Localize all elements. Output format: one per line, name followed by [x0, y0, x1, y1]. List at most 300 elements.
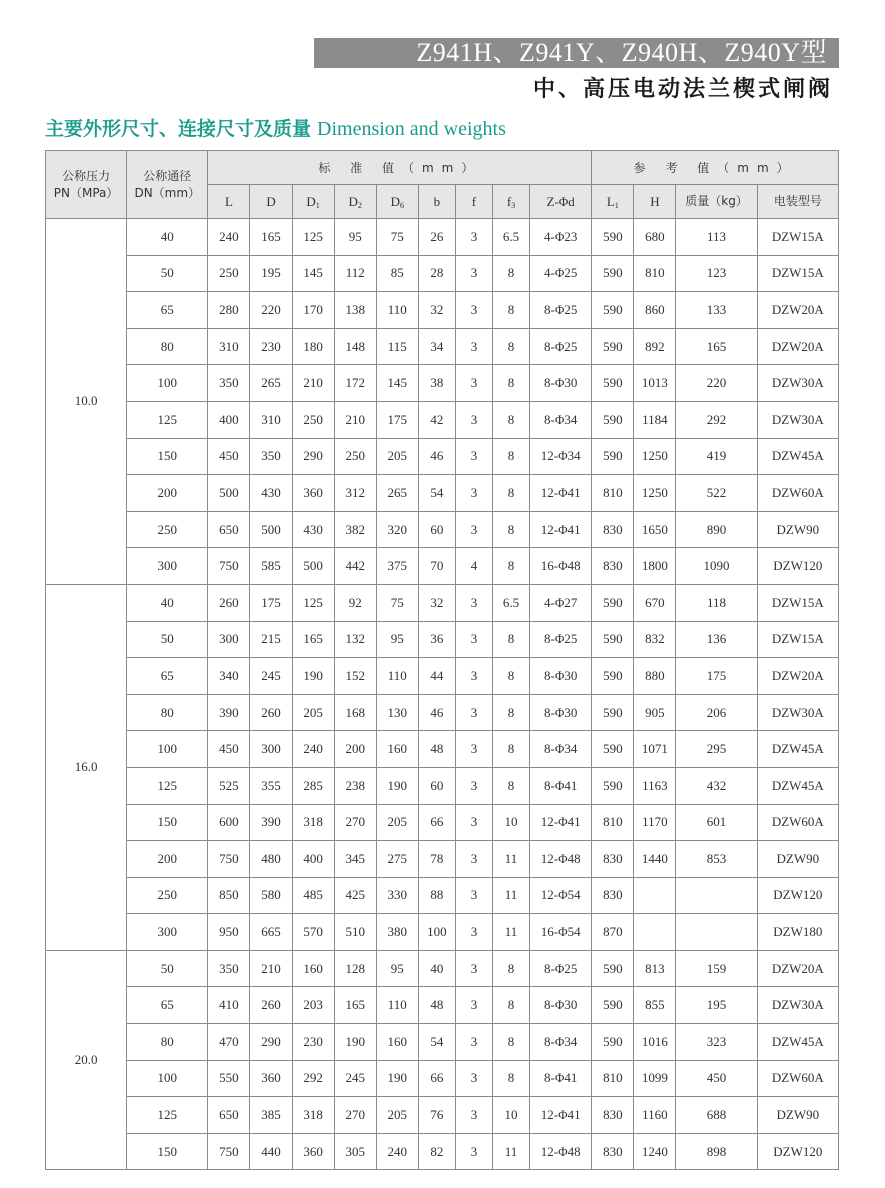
table-cell: DZW15A	[757, 621, 838, 658]
table-cell: 8-Φ41	[530, 1060, 592, 1097]
table-cell: 12-Φ48	[530, 1133, 592, 1170]
table-row	[46, 767, 839, 804]
table-cell: 150	[127, 1133, 208, 1170]
table-row	[46, 438, 839, 475]
table-cell: 60	[418, 511, 455, 548]
table-cell: 40	[418, 950, 455, 987]
table-cell: 750	[208, 548, 250, 585]
table-cell: DZW90	[757, 511, 838, 548]
table-cell	[634, 877, 676, 914]
table-cell: 318	[292, 1097, 334, 1134]
table-cell: DZW45A	[757, 438, 838, 475]
table-cell: 50	[127, 621, 208, 658]
table-cell: 350	[208, 950, 250, 987]
table-cell: 205	[292, 694, 334, 731]
table-cell: 810	[592, 1060, 634, 1097]
table-cell: 165	[676, 328, 757, 365]
table-cell: 1071	[634, 731, 676, 768]
table-cell: 8	[493, 987, 530, 1024]
table-cell: 11	[493, 877, 530, 914]
table-cell: 65	[127, 292, 208, 329]
table-cell: 3	[455, 328, 492, 365]
table-cell	[676, 877, 757, 914]
table-cell: 590	[592, 987, 634, 1024]
table-cell: 165	[250, 219, 292, 256]
table-cell: 3	[455, 658, 492, 695]
table-cell: 132	[334, 621, 376, 658]
table-row	[46, 1060, 839, 1097]
table-cell: 136	[676, 621, 757, 658]
table-cell: 410	[208, 987, 250, 1024]
table-cell: 168	[334, 694, 376, 731]
table-cell: 8	[493, 621, 530, 658]
table-cell: 8-Φ25	[530, 621, 592, 658]
table-cell: 8	[493, 548, 530, 585]
table-cell: 3	[455, 987, 492, 1024]
table-cell: 12-Φ34	[530, 438, 592, 475]
table-cell: 54	[418, 1024, 455, 1061]
table-row	[46, 365, 839, 402]
table-cell: 1013	[634, 365, 676, 402]
table-cell: 360	[250, 1060, 292, 1097]
col-D1	[292, 185, 334, 219]
table-cell: 8	[493, 475, 530, 512]
table-cell: 210	[250, 950, 292, 987]
table-cell: 300	[127, 914, 208, 951]
table-cell: 350	[208, 365, 250, 402]
table-cell: 112	[334, 255, 376, 292]
table-cell: DZW45A	[757, 731, 838, 768]
col-D2-main: D	[348, 193, 358, 209]
table-cell: 230	[250, 328, 292, 365]
table-cell: DZW45A	[757, 767, 838, 804]
table-cell: 270	[334, 804, 376, 841]
model-title: Z941H、Z941Y、Z940H、Z940Y型	[416, 38, 827, 67]
table-cell: 485	[292, 877, 334, 914]
table-cell: 76	[418, 1097, 455, 1134]
header-reference-values: 参 考 值（mm）	[592, 151, 839, 185]
table-cell: DZW15A	[757, 584, 838, 621]
table-cell: 95	[376, 621, 418, 658]
table-cell: 1240	[634, 1133, 676, 1170]
table-cell: 650	[208, 511, 250, 548]
table-cell: 80	[127, 1024, 208, 1061]
table-cell: 265	[250, 365, 292, 402]
table-row	[46, 658, 839, 695]
table-cell: 1099	[634, 1060, 676, 1097]
table-cell: 1160	[634, 1097, 676, 1134]
table-cell: 355	[250, 767, 292, 804]
table-cell: 360	[292, 1133, 334, 1170]
table-cell: 172	[334, 365, 376, 402]
table-cell: 206	[676, 694, 757, 731]
table-cell: 830	[592, 841, 634, 878]
table-cell: 380	[376, 914, 418, 951]
col-L1	[592, 185, 634, 219]
table-row	[46, 292, 839, 329]
table-cell: 8	[493, 365, 530, 402]
table-cell: 375	[376, 548, 418, 585]
table-cell: 12-Φ41	[530, 1097, 592, 1134]
table-cell: 1170	[634, 804, 676, 841]
table-cell: 100	[418, 914, 455, 951]
table-cell: 245	[250, 658, 292, 695]
table-cell: 113	[676, 219, 757, 256]
table-cell: DZW30A	[757, 694, 838, 731]
table-cell: 6.5	[493, 219, 530, 256]
table-cell: 8-Φ25	[530, 950, 592, 987]
table-cell: 8	[493, 438, 530, 475]
table-cell: 10	[493, 804, 530, 841]
table-cell: 350	[250, 438, 292, 475]
table-cell: 8	[493, 511, 530, 548]
table-cell: 40	[127, 584, 208, 621]
table-cell: 3	[455, 767, 492, 804]
table-cell: 46	[418, 694, 455, 731]
table-cell: 12-Φ54	[530, 877, 592, 914]
table-cell: 400	[208, 401, 250, 438]
table-cell: 270	[334, 1097, 376, 1134]
header-dn-unit: DN（mm）	[134, 185, 201, 200]
table-cell: 8-Φ34	[530, 401, 592, 438]
table-cell: 12-Φ41	[530, 804, 592, 841]
table-cell: 205	[376, 1097, 418, 1134]
table-row	[46, 475, 839, 512]
table-cell: 80	[127, 694, 208, 731]
table-cell: 75	[376, 219, 418, 256]
table-cell: 430	[250, 475, 292, 512]
table-row	[46, 1097, 839, 1134]
table-cell: 3	[455, 804, 492, 841]
table-cell: 590	[592, 694, 634, 731]
table-cell: 290	[292, 438, 334, 475]
table-cell: 8	[493, 292, 530, 329]
table-cell: 3	[455, 1060, 492, 1097]
table-cell: 66	[418, 1060, 455, 1097]
table-cell: 3	[455, 401, 492, 438]
table-cell: 500	[292, 548, 334, 585]
table-cell: 260	[250, 987, 292, 1024]
table-cell: 8	[493, 1060, 530, 1097]
table-cell: 8-Φ30	[530, 658, 592, 695]
table-row	[46, 987, 839, 1024]
table-cell: 152	[334, 658, 376, 695]
table-cell: 570	[292, 914, 334, 951]
table-cell: 8-Φ34	[530, 1024, 592, 1061]
table-cell: 220	[676, 365, 757, 402]
table-cell: 450	[676, 1060, 757, 1097]
table-row	[46, 548, 839, 585]
table-cell: 148	[334, 328, 376, 365]
table-cell: 125	[127, 1097, 208, 1134]
table-cell: DZW20A	[757, 658, 838, 695]
table-cell: 1800	[634, 548, 676, 585]
table-cell: 688	[676, 1097, 757, 1134]
table-cell: 312	[334, 475, 376, 512]
table-cell: 8	[493, 694, 530, 731]
table-cell: 3	[455, 914, 492, 951]
table-cell: 95	[376, 950, 418, 987]
table-cell: 240	[292, 731, 334, 768]
section-heading	[45, 114, 506, 141]
table-cell: 830	[592, 511, 634, 548]
table-cell: 830	[592, 1097, 634, 1134]
table-cell: 130	[376, 694, 418, 731]
table-cell: 10	[493, 1097, 530, 1134]
table-cell: 92	[334, 584, 376, 621]
table-cell: 1250	[634, 438, 676, 475]
table-cell: 400	[292, 841, 334, 878]
col-D6-sub: 6	[399, 200, 404, 210]
table-cell: 42	[418, 401, 455, 438]
table-cell: 100	[127, 1060, 208, 1097]
table-cell: 810	[592, 475, 634, 512]
table-cell: 855	[634, 987, 676, 1024]
table-cell: 28	[418, 255, 455, 292]
table-cell: 230	[292, 1024, 334, 1061]
table-cell: 590	[592, 950, 634, 987]
table-cell: 160	[292, 950, 334, 987]
table-cell: 203	[292, 987, 334, 1024]
table-cell: 66	[418, 804, 455, 841]
table-cell: 26	[418, 219, 455, 256]
table-cell: 6.5	[493, 584, 530, 621]
table-cell: 432	[676, 767, 757, 804]
table-cell: 60	[418, 767, 455, 804]
col-f3-sub: 3	[511, 200, 516, 210]
table-cell: 510	[334, 914, 376, 951]
col-D: D	[250, 185, 292, 219]
table-cell: 32	[418, 292, 455, 329]
table-cell: 195	[676, 987, 757, 1024]
table-cell: 898	[676, 1133, 757, 1170]
table-cell: 110	[376, 987, 418, 1024]
section-title-zh: 主要外形尺寸、连接尺寸及质量	[45, 118, 312, 140]
table-cell: DZW120	[757, 1133, 838, 1170]
table-cell: 190	[334, 1024, 376, 1061]
table-cell: 38	[418, 365, 455, 402]
table-cell: 419	[676, 438, 757, 475]
table-cell: 205	[376, 438, 418, 475]
table-cell: 500	[208, 475, 250, 512]
table-cell: DZW180	[757, 914, 838, 951]
table-cell: 46	[418, 438, 455, 475]
table-cell: 220	[250, 292, 292, 329]
table-cell: DZW90	[757, 1097, 838, 1134]
table-cell: 125	[127, 401, 208, 438]
table-cell: 590	[592, 365, 634, 402]
table-cell: DZW120	[757, 877, 838, 914]
table-cell: 480	[250, 841, 292, 878]
table-cell: 3	[455, 292, 492, 329]
table-cell: 500	[250, 511, 292, 548]
model-title-bar	[314, 38, 839, 68]
table-cell: 4-Φ27	[530, 584, 592, 621]
table-cell: 11	[493, 914, 530, 951]
table-cell: 870	[592, 914, 634, 951]
table-cell: 1016	[634, 1024, 676, 1061]
table-cell: 8-Φ25	[530, 292, 592, 329]
table-cell: 100	[127, 365, 208, 402]
table-cell: 590	[592, 292, 634, 329]
table-cell: 590	[592, 621, 634, 658]
table-cell: 318	[292, 804, 334, 841]
header-standard-values: 标 准 值（mm）	[208, 151, 592, 185]
table-cell: 3	[455, 475, 492, 512]
header-dn-label: 公称通径	[143, 168, 192, 183]
col-H: H	[634, 185, 676, 219]
col-mass: 质量（kg）	[676, 185, 757, 219]
table-cell: 145	[376, 365, 418, 402]
table-cell: 3	[455, 365, 492, 402]
table-cell: 813	[634, 950, 676, 987]
table-cell: 3	[455, 841, 492, 878]
table-cell: 78	[418, 841, 455, 878]
table-cell: 305	[334, 1133, 376, 1170]
table-cell: 310	[250, 401, 292, 438]
table-cell: 590	[592, 438, 634, 475]
table-cell: 892	[634, 328, 676, 365]
table-cell: 85	[376, 255, 418, 292]
table-row	[46, 1133, 839, 1170]
table-cell: 600	[208, 804, 250, 841]
table-cell: 450	[208, 438, 250, 475]
table-cell: 48	[418, 731, 455, 768]
table-cell: 590	[592, 731, 634, 768]
table-cell: 190	[376, 767, 418, 804]
table-cell: 905	[634, 694, 676, 731]
table-cell: 8	[493, 255, 530, 292]
col-L1-main: L	[606, 193, 615, 209]
table-cell: 522	[676, 475, 757, 512]
table-cell: 1090	[676, 548, 757, 585]
header-dn	[127, 151, 208, 219]
table-row	[46, 511, 839, 548]
table-row	[46, 804, 839, 841]
table-cell: 340	[208, 658, 250, 695]
table-cell: 3	[455, 731, 492, 768]
table-cell: 16-Φ54	[530, 914, 592, 951]
pn-cell: 10.0	[46, 219, 127, 585]
table-cell: 590	[592, 255, 634, 292]
table-cell: 590	[592, 584, 634, 621]
table-cell: 8	[493, 731, 530, 768]
table-row	[46, 219, 839, 256]
table-cell: DZW45A	[757, 1024, 838, 1061]
table-row	[46, 841, 839, 878]
table-cell: 3	[455, 1097, 492, 1134]
table-cell: 3	[455, 877, 492, 914]
table-cell: 280	[208, 292, 250, 329]
table-cell: DZW60A	[757, 1060, 838, 1097]
table-cell: 590	[592, 767, 634, 804]
table-row	[46, 328, 839, 365]
table-cell: DZW20A	[757, 292, 838, 329]
table-cell: 8-Φ30	[530, 365, 592, 402]
table-cell: 238	[334, 767, 376, 804]
table-cell: DZW20A	[757, 328, 838, 365]
col-D1-main: D	[306, 193, 316, 209]
table-cell	[634, 914, 676, 951]
table-cell: 830	[592, 548, 634, 585]
table-cell: 3	[455, 219, 492, 256]
table-cell: 210	[292, 365, 334, 402]
table-cell: 590	[592, 328, 634, 365]
table-cell: 4-Φ25	[530, 255, 592, 292]
table-cell: 3	[455, 621, 492, 658]
table-cell: 650	[208, 1097, 250, 1134]
table-cell: DZW120	[757, 548, 838, 585]
table-cell: 175	[676, 658, 757, 695]
table-cell: 430	[292, 511, 334, 548]
table-cell: 190	[292, 658, 334, 695]
table-row	[46, 584, 839, 621]
table-cell: 260	[250, 694, 292, 731]
table-cell: 170	[292, 292, 334, 329]
table-cell: 250	[127, 511, 208, 548]
table-cell: 195	[250, 255, 292, 292]
table-cell: 110	[376, 658, 418, 695]
table-cell: 11	[493, 1133, 530, 1170]
table-cell: 950	[208, 914, 250, 951]
col-D2-sub: 2	[357, 200, 362, 210]
table-cell: 292	[292, 1060, 334, 1097]
table-cell: 115	[376, 328, 418, 365]
table-cell: DZW60A	[757, 804, 838, 841]
table-cell: 590	[592, 658, 634, 695]
table-cell: 200	[127, 841, 208, 878]
table-cell: 125	[127, 767, 208, 804]
table-cell	[676, 914, 757, 951]
table-cell: 8	[493, 401, 530, 438]
table-cell: 3	[455, 438, 492, 475]
table-cell: 118	[676, 584, 757, 621]
table-cell: 200	[127, 475, 208, 512]
table-cell: 145	[292, 255, 334, 292]
table-cell: 4-Φ23	[530, 219, 592, 256]
table-cell: 160	[376, 731, 418, 768]
table-cell: 16-Φ48	[530, 548, 592, 585]
col-actuator: 电装型号	[757, 185, 838, 219]
table-cell: DZW30A	[757, 401, 838, 438]
col-f3-main: f	[506, 193, 512, 209]
table-cell: 180	[292, 328, 334, 365]
table-cell: 880	[634, 658, 676, 695]
table-cell: 80	[127, 328, 208, 365]
table-cell: 138	[334, 292, 376, 329]
table-cell: 40	[127, 219, 208, 256]
col-D2	[334, 185, 376, 219]
table-cell: 75	[376, 584, 418, 621]
table-cell: 525	[208, 767, 250, 804]
table-cell: 36	[418, 621, 455, 658]
table-cell: 1250	[634, 475, 676, 512]
pn-cell: 16.0	[46, 584, 127, 950]
table-cell: 680	[634, 219, 676, 256]
table-cell: 585	[250, 548, 292, 585]
table-cell: DZW90	[757, 841, 838, 878]
col-L1-sub: 1	[614, 200, 619, 210]
table-row	[46, 950, 839, 987]
table-cell: 210	[334, 401, 376, 438]
table-cell: 125	[292, 219, 334, 256]
table-cell: 590	[592, 1024, 634, 1061]
table-cell: 601	[676, 804, 757, 841]
table-cell: 450	[208, 731, 250, 768]
table-cell: 330	[376, 877, 418, 914]
table-cell: 48	[418, 987, 455, 1024]
table-cell: 850	[208, 877, 250, 914]
